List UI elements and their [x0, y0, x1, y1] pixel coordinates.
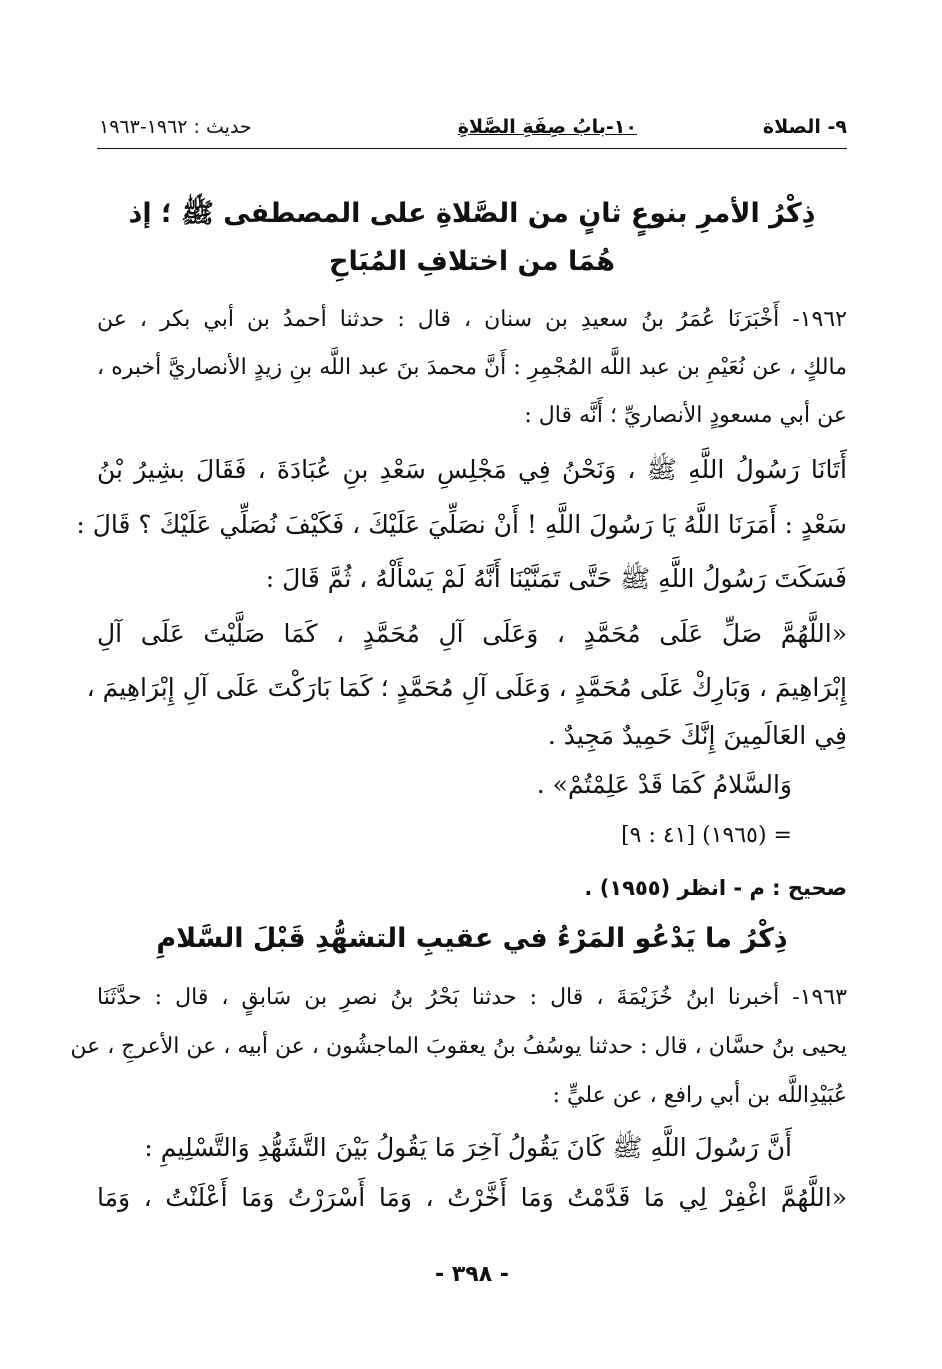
text-line: فِي العَالَمِينَ إِنَّكَ حَمِيدٌ مَجِيدٌ . — [547, 721, 847, 750]
text-line: مالكٍ ، عن نُعَيْمِ بن عبد اللَّه المُجْمِرِ : أَنَّ محمدَ بنَ عبد اللَّه بنِ زيدٍ الأنصاريَّ أخبره ، — [97, 355, 847, 380]
text-line: وَالسَّلامُ كَمَا قَدْ عَلِمْتُمْ» . — [536, 770, 792, 799]
text-line: يحيى بنُ حسَّان ، قال : حدثنا يوسُفُ بنُ يعقوبَ الماجشُون ، عن أبيه ، عن الأعرجِ ، عن — [70, 1034, 847, 1059]
header-hadith-range: حديث : ١٩٦٢-١٩٦٣ — [99, 116, 252, 138]
text-line: ١٩٦٢- أَخْبَرَنَا عُمَرُ بنُ سعيدِ بن سنان ، قال : حدثنا أحمدُ بن أبي بكر ، عن — [97, 307, 847, 332]
text-line: أَنَّ رَسُولَ اللَّهِ ﷺ كَانَ يَقُولُ آخِرَ مَا يَقُولُ بَيْنَ التَّشَهُّدِ وَالتَّسْلِيمِ : — [144, 1133, 792, 1162]
text-line: عُبَيْدِاللَّه بن أبي رافع ، عن عليٍّ : — [552, 1083, 847, 1108]
section-title-1-line-1: ذِكْرُ الأمرِ بنوعٍ ثانٍ من الصَّلاةِ على المصطفى ﷺ ؛ إذ — [128, 198, 816, 229]
text-line: إِبْرَاهِيمَ ، وَبَارِكْ عَلَى مُحَمَّدٍ ، وَعَلَى آلِ مُحَمَّدٍ ؛ كَمَا بَارَكْتَ عَلَى آلِ إِبْرَاهِيمَ ، — [86, 673, 847, 702]
text-line: عن أبي مسعودٍ الأنصاريِّ ؛ أَنَّه قال : — [524, 403, 847, 428]
page-number: - ٣٩٨ - — [435, 1262, 509, 1287]
section-title-2: ذِكْرُ ما يَدْعُو المَرْءُ في عقيبِ التشهُّدِ قَبْلَ السَّلامِ — [156, 923, 788, 954]
header-chapter: ١٠-بابُ صِفَةِ الصَّلاةِ — [457, 116, 637, 138]
text-line: أَتَانَا رَسُولُ اللَّهِ ﷺ ، وَنَحْنُ فِي مَجْلِسِ سَعْدِ بنِ عُبَادَةَ ، فَقَالَ بشِيرُ بْنُ — [97, 455, 847, 484]
text-line: فَسَكَتَ رَسُولُ اللَّهِ ﷺ حَتَّى تَمَنَّيْنَا أَنَّهُ لَمْ يَسْأَلْهُ ، ثُمَّ قَالَ : — [265, 564, 847, 593]
text-line: «اللَّهُمَّ صَلِّ عَلَى مُحَمَّدٍ ، وَعَلَى آلِ مُحَمَّدٍ ، كَمَا صَلَّيْتَ عَلَى آلِ — [97, 619, 847, 648]
section-title-1-line-2: هُمَا من اختلافِ المُبَاحِ — [329, 246, 615, 277]
text-line: ١٩٦٣- أخبرنا ابنُ خُزَيْمَةَ ، قال : حدثنا بَحْرُ بنُ نصرِ بن سَابقٍ ، قال : حدَّثَنَا — [97, 985, 847, 1010]
grading-line: صحيح : م - انظر (١٩٥٥) . — [584, 876, 847, 900]
running-header — [97, 112, 847, 149]
text-line: سَعْدٍ : أَمَرَنَا اللَّهُ يَا رَسُولَ اللَّهِ ! أَنْ نصَلِّيَ عَلَيْكَ ، فَكَيْفَ نُصَلِّي عَلَيْكَ ؟ قَالَ : — [76, 510, 847, 539]
header-book: ٩- الصلاة — [762, 116, 847, 138]
text-line: «اللَّهُمَّ اغْفِرْ لِي مَا قَدَّمْتُ وَمَا أَخَّرْتُ ، وَمَا أَسْرَرْتُ وَمَا أَعْلَنْتُ ، وَمَا — [97, 1183, 847, 1212]
cross-reference: = (١٩٦٥) [٤١ : ٩] — [621, 823, 792, 848]
